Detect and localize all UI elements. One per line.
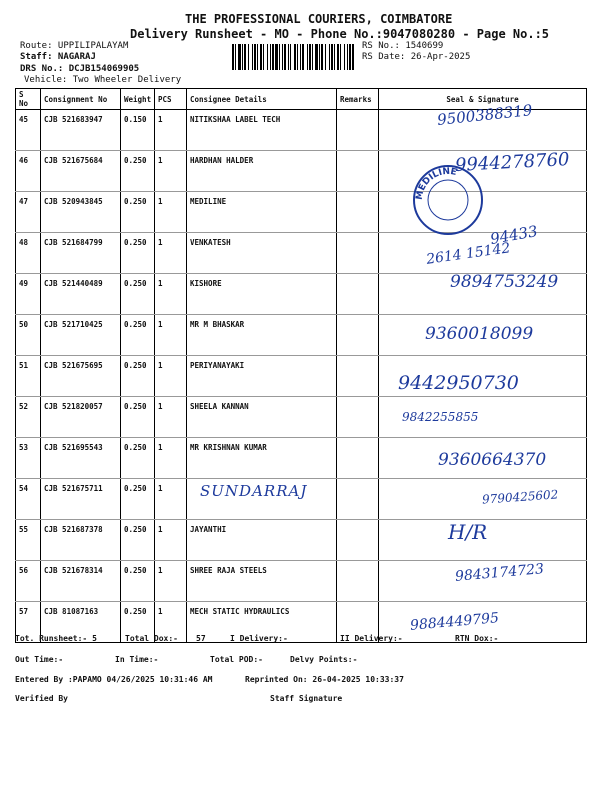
row-remarks — [337, 233, 379, 274]
stamp-text: MEDILINE — [414, 166, 458, 201]
signature-48b: 2614 15142 — [425, 240, 512, 268]
delvy-points: Delvy Points:- — [290, 655, 358, 664]
row-consignee: VENKATESH — [187, 233, 337, 274]
signature-51: 9442950730 — [398, 372, 519, 394]
row-weight: 0.250 — [121, 356, 155, 397]
row-remarks — [337, 315, 379, 356]
barcode-bar — [312, 44, 313, 70]
col-pcs: PCS — [155, 89, 187, 110]
col-signature: Seal & Signature — [379, 89, 587, 110]
barcode-bar — [235, 44, 236, 70]
barcode-bar — [288, 44, 289, 70]
row-sno: 49 — [16, 274, 41, 315]
barcode-bar — [232, 44, 234, 70]
total-dox-label: Total Dox:- — [125, 634, 178, 643]
col-consignee: Consignee Details — [187, 89, 337, 110]
barcode-bar — [347, 44, 348, 70]
row-sno: 46 — [16, 151, 41, 192]
table-row — [16, 397, 587, 438]
row-consignment: CJB 521675684 — [41, 151, 121, 192]
vehicle-label: Vehicle: Two Wheeler Delivery — [24, 75, 182, 85]
row-weight: 0.250 — [121, 520, 155, 561]
barcode-bar — [329, 44, 330, 70]
row-weight: 0.150 — [121, 110, 155, 151]
barcode-bar — [282, 44, 283, 70]
barcode-bar — [257, 44, 258, 70]
row-sno: 53 — [16, 438, 41, 479]
row-consignment: CJB 521440489 — [41, 274, 121, 315]
row-pcs: 1 — [155, 479, 187, 520]
i-delivery: I Delivery:- — [230, 634, 288, 643]
barcode-bar — [307, 44, 308, 70]
barcode-bar — [337, 44, 339, 70]
signature-48a: 94433 — [488, 221, 539, 249]
staff-label: Staff: NAGARAJ — [20, 52, 96, 62]
row-remarks — [337, 274, 379, 315]
row-weight: 0.250 — [121, 192, 155, 233]
barcode-bar — [321, 44, 323, 70]
barcode-bar — [302, 44, 304, 70]
col-weight: Weight — [121, 89, 155, 110]
verified-by: Verified By — [15, 694, 68, 703]
row-weight: 0.250 — [121, 438, 155, 479]
barcode-bar — [319, 44, 320, 70]
drs-label: DRS No.: DCJB154069905 — [20, 64, 140, 74]
row-consignment: CJB 521684799 — [41, 233, 121, 274]
total-dox-value: 57 — [196, 634, 206, 643]
barcode-bar — [331, 44, 333, 70]
row-consignee: NITIKSHAA LABEL TECH — [187, 110, 337, 151]
barcode-bar — [254, 44, 256, 70]
reprinted-on: Reprinted On: 26-04-2025 10:33:37 — [245, 675, 404, 684]
row-pcs: 1 — [155, 233, 187, 274]
out-time: Out Time:- — [15, 655, 64, 664]
row-remarks — [337, 151, 379, 192]
row-consignment: CJB 521675711 — [41, 479, 121, 520]
row-remarks — [337, 520, 379, 561]
barcode-bar — [334, 44, 335, 70]
row-pcs: 1 — [155, 602, 187, 643]
signature-55: H/R — [448, 520, 488, 544]
total-pod: Total POD:- — [210, 655, 263, 664]
row-consignment: CJB 521687378 — [41, 520, 121, 561]
route-label: Route: UPPILIPALAYAM — [20, 41, 129, 51]
barcode-bar — [294, 44, 296, 70]
rs-date: RS Date: 26-Apr-2025 — [362, 52, 471, 62]
barcode-bar — [309, 44, 311, 70]
mediline-stamp — [408, 160, 488, 240]
barcode-bar — [297, 44, 298, 70]
barcode-bar — [248, 44, 249, 70]
tot-runsheet: Tot. Runsheet:- 5 — [15, 634, 97, 643]
row-weight: 0.250 — [121, 274, 155, 315]
row-pcs: 1 — [155, 274, 187, 315]
row-pcs: 1 — [155, 356, 187, 397]
row-consignee: MEDILINE — [187, 192, 337, 233]
row-sno: 55 — [16, 520, 41, 561]
barcode — [232, 44, 354, 70]
barcode-bar — [279, 44, 280, 70]
signature-56: 9843174723 — [454, 561, 545, 585]
signature-52: 9842255855 — [402, 410, 479, 424]
rs-number: RS No.: 1540699 — [362, 41, 444, 51]
row-pcs: 1 — [155, 315, 187, 356]
entered-by: Entered By :PAPAMO 04/26/2025 10:31:46 AM — [15, 675, 213, 684]
company-title: THE PROFESSIONAL COURIERS, COIMBATORE — [185, 12, 453, 26]
barcode-bar — [252, 44, 253, 70]
signature-49: 9894753249 — [450, 272, 559, 292]
row-pcs: 1 — [155, 561, 187, 602]
row-remarks — [337, 110, 379, 151]
row-remarks — [337, 397, 379, 438]
row-remarks — [337, 479, 379, 520]
barcode-bar — [275, 44, 278, 70]
row-consignee: SHEELA KANNAN — [187, 397, 337, 438]
row-consignment: CJB 521710425 — [41, 315, 121, 356]
row-sno: 52 — [16, 397, 41, 438]
row-sno: 56 — [16, 561, 41, 602]
barcode-bar — [267, 44, 268, 70]
table-row — [16, 192, 587, 233]
row-sno: 51 — [16, 356, 41, 397]
row-consignee: MR KRISHNAN KUMAR — [187, 438, 337, 479]
barcode-bar — [300, 44, 301, 70]
barcode-bar — [263, 44, 264, 70]
row-pcs: 1 — [155, 151, 187, 192]
row-pcs: 1 — [155, 192, 187, 233]
table-row — [16, 602, 587, 643]
row-sno: 48 — [16, 233, 41, 274]
row-weight: 0.250 — [121, 479, 155, 520]
row-consignee: MECH STATIC HYDRAULICS — [187, 602, 337, 643]
col-remarks: Remarks — [337, 89, 379, 110]
row-consignment: CJB 81087163 — [41, 602, 121, 643]
signature-54: 9790425602 — [481, 487, 559, 507]
row-sno: 50 — [16, 315, 41, 356]
row-sno: 45 — [16, 110, 41, 151]
signature-46: 9944278760 — [454, 149, 571, 176]
runsheet-subtitle: Delivery Runsheet - MO - Phone No.:9047080280 - Page No.:5 — [130, 27, 550, 41]
barcode-bar — [272, 44, 274, 70]
row-consignee: PERIYANAYAKI — [187, 356, 337, 397]
barcode-bar — [352, 44, 354, 70]
row-weight: 0.250 — [121, 151, 155, 192]
ii-delivery: II Delivery:- — [340, 634, 403, 643]
handwritten-consignee-54: SUNDARRAJ — [200, 482, 308, 500]
table-row — [16, 520, 587, 561]
rtn-dox: RTN Dox:- — [455, 634, 499, 643]
row-consignment: CJB 521675695 — [41, 356, 121, 397]
signature-45: 9500388319 — [436, 101, 534, 129]
barcode-bar — [242, 44, 243, 70]
row-sno: 54 — [16, 479, 41, 520]
row-consignment: CJB 521683947 — [41, 110, 121, 151]
barcode-bar — [238, 44, 241, 70]
row-remarks — [337, 192, 379, 233]
barcode-bar — [325, 44, 326, 70]
row-consignment: CJB 520943845 — [41, 192, 121, 233]
col-sno: S No — [16, 89, 41, 110]
barcode-bar — [349, 44, 351, 70]
barcode-bar — [270, 44, 271, 70]
row-pcs: 1 — [155, 520, 187, 561]
staff-signature: Staff Signature — [270, 694, 343, 703]
row-consignee: HARDHAN HALDER — [187, 151, 337, 192]
row-sno: 57 — [16, 602, 41, 643]
barcode-bar — [244, 44, 246, 70]
row-weight: 0.250 — [121, 233, 155, 274]
row-consignee: SHREE RAJA STEELS — [187, 561, 337, 602]
row-sno: 47 — [16, 192, 41, 233]
barcode-bar — [340, 44, 341, 70]
row-pcs: 1 — [155, 438, 187, 479]
signature-50: 9360018099 — [425, 324, 534, 344]
barcode-bar — [344, 44, 345, 70]
row-remarks — [337, 438, 379, 479]
row-consignee: MR M BHASKAR — [187, 315, 337, 356]
row-consignment: CJB 521820057 — [41, 397, 121, 438]
row-weight: 0.250 — [121, 561, 155, 602]
row-consignment: CJB 521678314 — [41, 561, 121, 602]
row-weight: 0.250 — [121, 602, 155, 643]
col-consignment: Consignment No — [41, 89, 121, 110]
row-remarks — [337, 356, 379, 397]
row-weight: 0.250 — [121, 397, 155, 438]
row-consignee: KISHORE — [187, 274, 337, 315]
signature-53: 9360664370 — [438, 450, 547, 470]
barcode-bar — [315, 44, 318, 70]
barcode-bar — [284, 44, 286, 70]
row-weight: 0.250 — [121, 315, 155, 356]
row-pcs: 1 — [155, 110, 187, 151]
row-remarks — [337, 561, 379, 602]
signature-57: 9884449795 — [409, 610, 500, 634]
row-consignee: JAYANTHI — [187, 520, 337, 561]
barcode-bar — [260, 44, 262, 70]
row-consignment: CJB 521695543 — [41, 438, 121, 479]
barcode-bar — [290, 44, 291, 70]
row-pcs: 1 — [155, 397, 187, 438]
in-time: In Time:- — [115, 655, 159, 664]
